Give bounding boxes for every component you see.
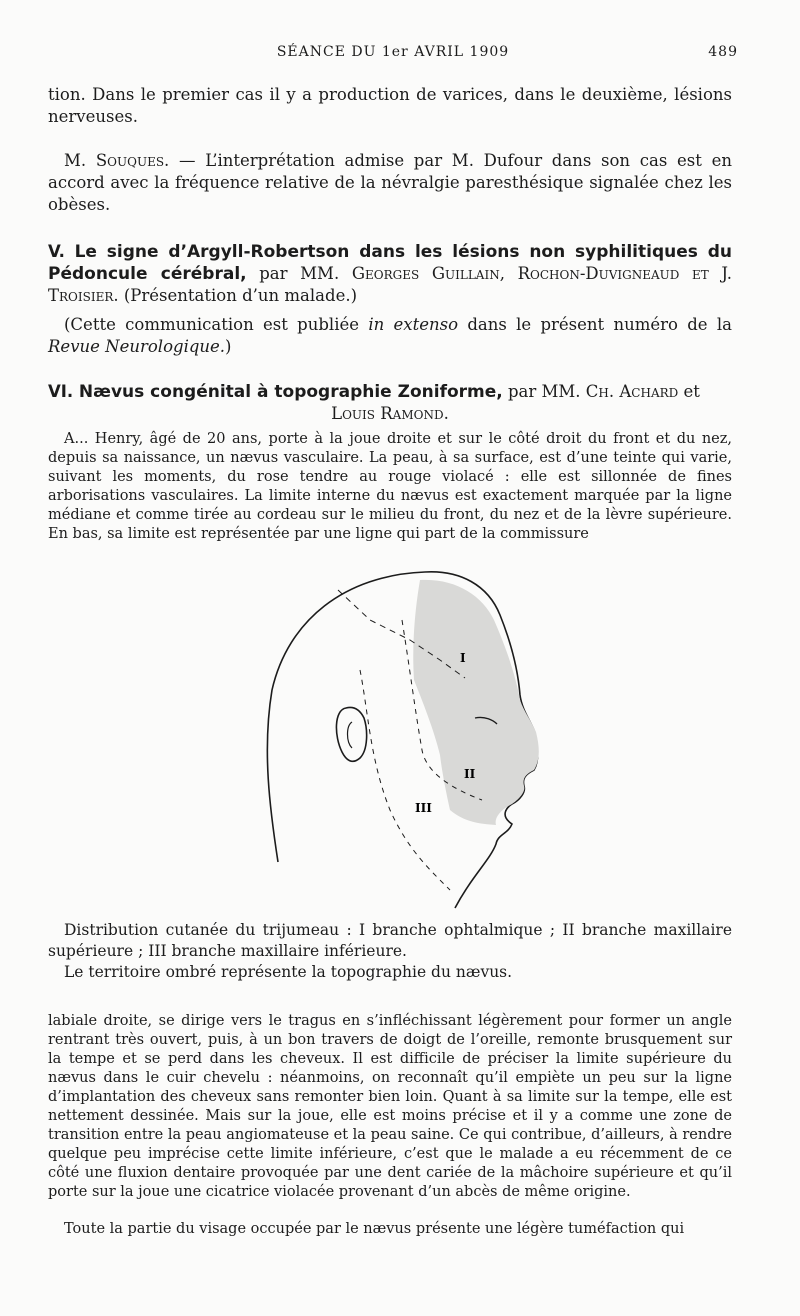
label-branch-3: III	[415, 801, 432, 815]
naevus-shaded-area	[413, 580, 539, 825]
comm-mid: dans le présent numéro de la	[458, 315, 732, 334]
section-v-authors: Georges Guillain, Rochon-Duvigneaud et J. Troisier.	[48, 264, 732, 305]
ear-inner	[348, 722, 353, 748]
comm-in-extenso: in extenso	[368, 315, 459, 334]
comm-end: )	[225, 337, 232, 356]
section-v-number: V.	[48, 242, 75, 261]
label-branch-2: II	[464, 767, 476, 781]
page-number: 489	[708, 44, 738, 60]
section-vi-number: VI.	[48, 382, 79, 401]
ear-outline	[336, 707, 366, 761]
comm-pre: (Cette communication est publiée	[64, 315, 369, 334]
souques-text: — L’interprétation admise par M. Dufour dans son cas est en accord avec la fréquence relative de la névralgie paresthésique signalée chez les obèses.	[48, 151, 732, 214]
header-title: SÉANCE DU 1er AVRIL 1909	[276, 44, 510, 60]
paragraph-limits: labiale droite, se dirige vers le tragus en s’infléchissant légèrement pour former un angle rentrant très ouvert, puis, à un bon travers de doigt de l’oreille, remonte brusquement sur la tempe et se perd dans les cheveux. Il est difficile de préciser la limite supérieure du nævus dans le cuir chevelu : néanmoins, on reconnaît qu’il empiète un peu sur la ligne d’implantation des cheveux sans remonter bien loin. Quant à sa limite sur la tempe, elle est nettement dessinée. Mais sur la joue, elle est moins précise et il y a comme une zone de transition entre la peau angiomateuse et la peau saine. Ce qui contribue, d’ailleurs, à rendre quelque peu imprécise cette limite inférieure, c’est que le malade a eu récemment de ce côté une fluxion dentaire provoquée par une dent cariée de la mâchoire supérieure et qu’il porte sur la joue une cicatrice violacée provenant d’un abcès de même origine.	[48, 1013, 732, 1200]
section-vi-author2: Louis Ramond.	[331, 404, 449, 423]
section-v-heading	[48, 241, 732, 307]
paragraph-souques	[48, 150, 732, 216]
section-vi-par: par MM.	[502, 382, 586, 401]
section-vi-heading	[48, 381, 732, 425]
paragraph-tion: tion. Dans le premier cas il y a production de varices, dans le deuxième, lésions nerveuses.	[48, 85, 732, 126]
figure-caption-1: Distribution cutanée du trijumeau : I branche ophtalmique ; II branche maxillaire supérieure ; III branche maxillaire inférieure.	[48, 921, 732, 960]
comm-journal: Revue Neurologique.	[48, 337, 226, 356]
trigeminal-head-figure	[250, 560, 550, 920]
label-branch-1: I	[460, 651, 466, 665]
author-souques: M. Souques.	[64, 151, 170, 170]
section-vi-title: Nævus congénital à topographie Zoniforme,	[78, 382, 503, 402]
figure-caption-2: Le territoire ombré représente la topographie du nævus.	[64, 963, 513, 981]
section-vi-and: et	[678, 382, 700, 401]
paragraph-communication	[48, 314, 732, 358]
section-v-note: (Présentation d’un malade.)	[118, 286, 358, 305]
section-v-title: Le signe d’Argyll-Robertson dans les lésions non syphilitiques du Pédoncule cérébral,	[48, 242, 732, 284]
running-header	[48, 44, 738, 66]
paragraph-tumefaction: Toute la partie du visage occupée par le nævus présente une légère tuméfaction qui	[64, 1221, 685, 1237]
paragraph-case-description: A... Henry, âgé de 20 ans, porte à la joue droite et sur le côté droit du front et du nez, depuis sa naissance, un nævus vasculaire. La peau, à sa surface, est d’une teinte qui varie, suivant les moments, du rose tendre au rouge violacé : elle est sillonnée de fines arborisations vasculaires. La limite interne du nævus est exactement marquée par la ligne médiane et comme tirée au cordeau sur le milieu du front, du nez et de la lèvre supérieure. En bas, sa limite est représentée par une ligne qui part de la commissure	[48, 431, 732, 542]
section-vi-author1: Ch. Achard	[585, 382, 679, 401]
section-v-par: par MM.	[246, 264, 352, 283]
